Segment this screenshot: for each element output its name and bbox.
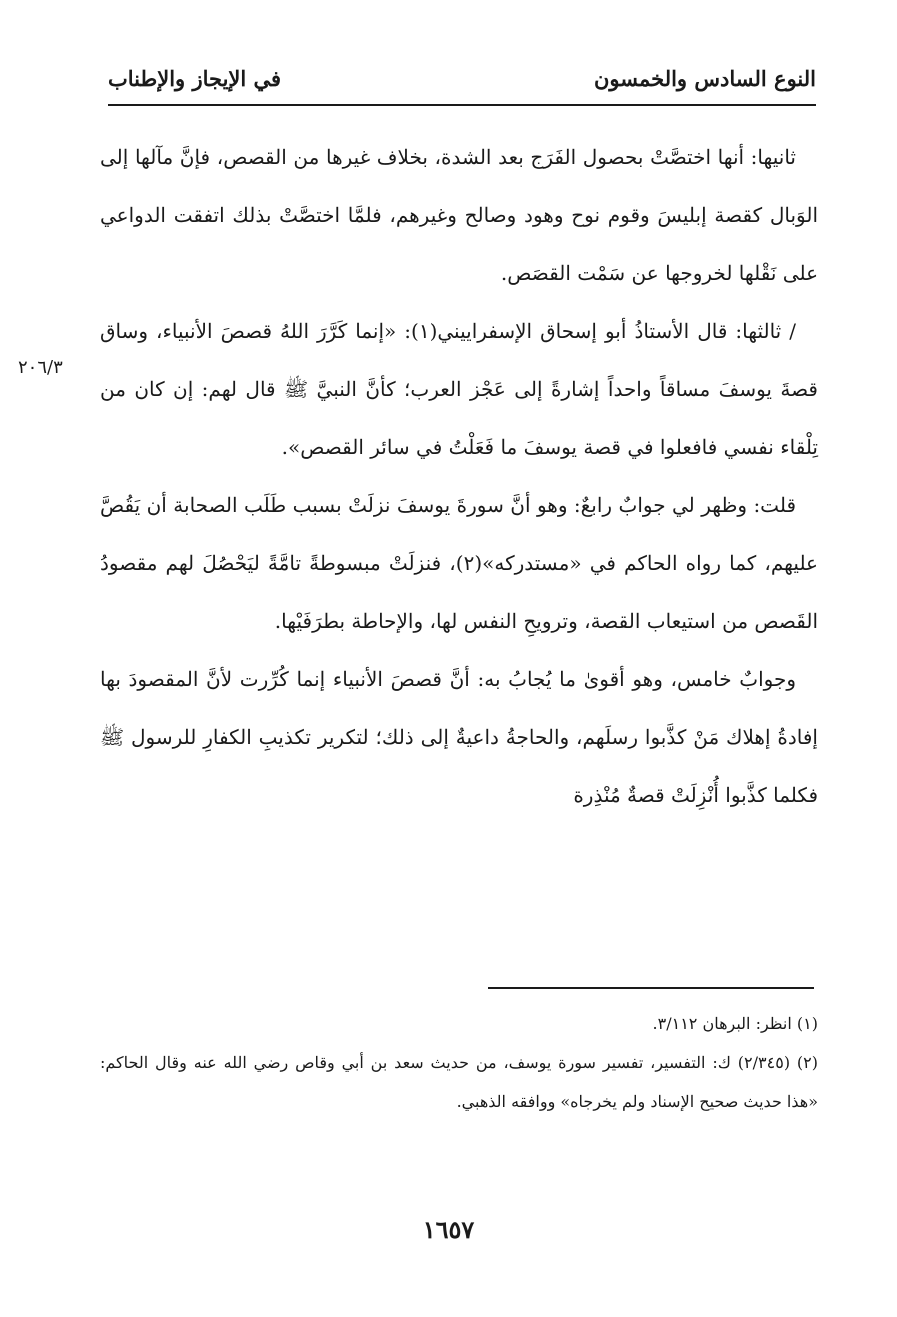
main-text — [100, 128, 818, 824]
paragraph-fourth-answer: قلت: وظهر لي جوابٌ رابعٌ: وهو أنَّ سورةَ يوسفَ نزلَتْ بسبب طَلَب الصحابة أن يَقُصَّ عليهم، كما رواه الحاكم في «مستدركه»(٢)، فنزلَتْ مبسوطةً تامَّةً ليَحْصُلَ لهم مقصودُ القَصص من استيعاب القصة، وترويحِ النفس لها، والإحاطة بطرَفَيْها. — [100, 493, 818, 633]
paragraph-third-reason: / ثالثها: قال الأستاذُ أبو إسحاق الإسفراييني(١): «إنما كَرَّرَ اللهُ قصصَ الأنبياء، وساق قصةَ يوسفَ مساقاً واحداً إشارةً إلى عَجْز العرب؛ كأنَّ النبيَّ ﷺ قال لهم: إن كان من تِلْقاء نفسي فافعلوا في قصة يوسفَ ما فَعَلْتُ في سائر القصص». — [100, 319, 818, 459]
footnote-2: (٢) (٢/٣٤٥) ك: التفسير، تفسير سورة يوسف، من حديث سعد بن أبي وقاص رضي الله عنه وقال الحاكم: «هذا حديث صحيح الإسناد ولم يخرجاه» ووافقه الذهبي. — [100, 1053, 818, 1111]
paragraph-second-reason: ثانيها: أنها اختصَّتْ بحصول الفَرَج بعد الشدة، بخلاف غيرها من القصص، فإنَّ مآلها إلى الوَبال كقصة إبليسَ وقوم نوح وهود وصالح وغيرهم، فلمَّا اختصَّتْ بذلك اتفقت الدواعي على نَقْلها لخروجها عن سَمْت القصَص. — [100, 145, 818, 285]
paragraph-fifth-answer: وجوابٌ خامس، وهو أقوىٰ ما يُجابُ به: أنَّ قصصَ الأنبياء إنما كُرِّرت لأنَّ المقصودَ بها إفادةُ إهلاك مَنْ كذَّبوا رسلَهم، والحاجةُ داعيةٌ إلى ذلك؛ لتكرير تكذيبِ الكفارِ للرسول ﷺ فكلما كذَّبوا أُنْزِلَتْ قصةٌ مُنْذِرة — [100, 667, 818, 807]
page-number: ١٦٥٧ — [422, 1215, 475, 1244]
footnotes — [100, 1004, 818, 1121]
footnote-1: (١) انظر: البرهان ٣/١١٢. — [652, 1014, 818, 1033]
chapter-title: النوع السادس والخمسون — [594, 65, 816, 91]
section-title: في الإيجاز والإطناب — [108, 65, 282, 91]
margin-page-reference: ٢٠٦/٣ — [18, 357, 63, 378]
running-header — [108, 58, 816, 98]
header-divider — [108, 104, 816, 106]
footnote-divider — [488, 987, 814, 989]
